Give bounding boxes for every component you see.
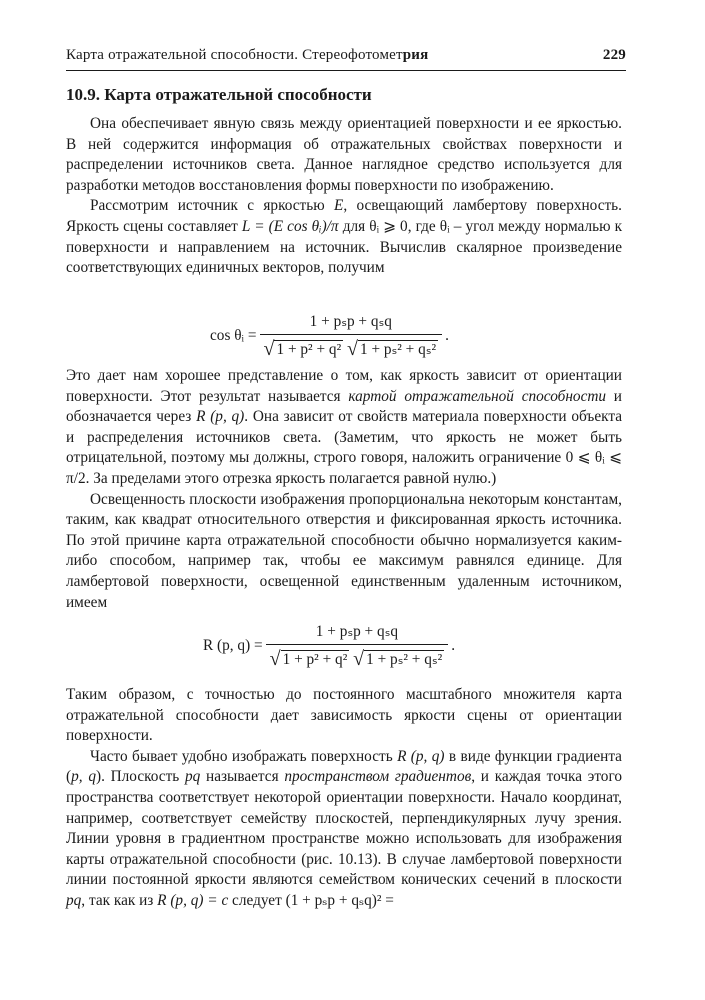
formula-1-trail: . [445,327,449,344]
formula-1-sqrt-2: 1 + pₛ² + qₛ² [359,341,437,358]
text-block-3 [66,685,622,912]
paragraph-5: Таким образом, с точностью до постоянного масштабного множителя карта отражательной способности дает зависимость яркости сцены от ориентации поверхности. [66,686,622,745]
formula-1-fraction [260,312,443,360]
paragraph-1: Она обеспечивает явную связь между ориентацией поверхности и ее яркостью. В ней содержится информация об отражательных свойствах поверхности и распределении источников света. Данное наглядное средство используется для разработки методов восстановления формы поверхности по изображению. [66,115,622,194]
formula-1-lhs: cos θᵢ = [210,327,257,344]
formula-2-fraction [266,622,449,670]
formula-2-numerator: 1 + pₛp + qₛq [315,623,399,640]
formula-2-sqrt-1: 1 + p² + q² [282,651,348,668]
formula-1-denominator: √ 1 + p² + q² √ 1 + pₛ² + qₛ² [260,334,443,360]
formula-cos-theta [210,312,449,360]
running-title: Карта отражательной способности. Стереофотометрия [66,47,429,63]
formula-2-sqrt-2: 1 + pₛ² + qₛ² [366,651,443,668]
formula-2-lhs: R (p, q) = [203,637,263,654]
page-number: 229 [602,47,626,63]
paragraph-4: Освещенность плоскости изображения пропорциональна некоторым константам, таким, как квадрат относительного отверстия и фиксированная яркость источника. По этой причине карта отражательной способности обычно нормализуется каким-либо способом, например так, чтобы ее максимум равнялся единице. Для ламбертовой поверхности, освещенной единственным удаленным источником, имеем [66,490,622,611]
text-block-2 [66,366,622,613]
formula-reflectance-map [203,622,455,670]
paragraph-2: Рассмотрим источник с яркостью E, освещающий ламбертову поверхность. Яркость сцены составляет L = (E cos θᵢ)/π для θᵢ ⩾ 0, где θᵢ – угол между нормалью к поверхности и направлением на источник. Вычислив скалярное произведение соответствующих единичных векторов, получим [66,197,623,277]
formula-1-numerator: 1 + pₛp + qₛq [309,313,392,330]
running-header [66,47,626,71]
formula-2-trail: . [451,637,456,654]
header-rule [66,70,626,71]
formula-2-denominator: √ 1 + p² + q² √ 1 + pₛ² + qₛ² [266,644,449,670]
paragraph-6: Часто бывает удобно изображать поверхность R (p, q) в виде функции градиента (p, q). Плоскость pq называется пространством градиентов, и каждая точка этого пространства соответствует некоторой ориентации поверхности. Начало координат, например, соответствует семейству плоскостей, перпендикулярных лучу зрения. Линии уровня в градиентном пространстве можно использовать для изображения карты отражательной способности (рис. 10.13). В случае ламбертовой поверхности линии постоянной яркости являются семейством конических сечений в плоскости pq, так как из R (p, q) = c следует (1 + pₛp + qₛq)² = [66,747,622,909]
paragraph-3: Это дает нам хорошее представление о том, как яркость зависит от ориентации поверхности. Этот результат называется картой отражательной способности и обозначается через R (p, q). Она зависит от свойств материала поверхности объекта и распределения источников света. (Заметим, что яркость не может быть отрицательной, поэтому мы должны, строго говоря, наложить ограничение 0 ⩽ θᵢ ⩽ π/2. За пределами этого отрезка яркость полагается равной нулю.) [66,367,622,487]
formula-1-sqrt-1: 1 + p² + q² [276,341,342,358]
text-block-1 [66,114,622,279]
section-title: 10.9. Карта отражательной способности [66,85,372,104]
